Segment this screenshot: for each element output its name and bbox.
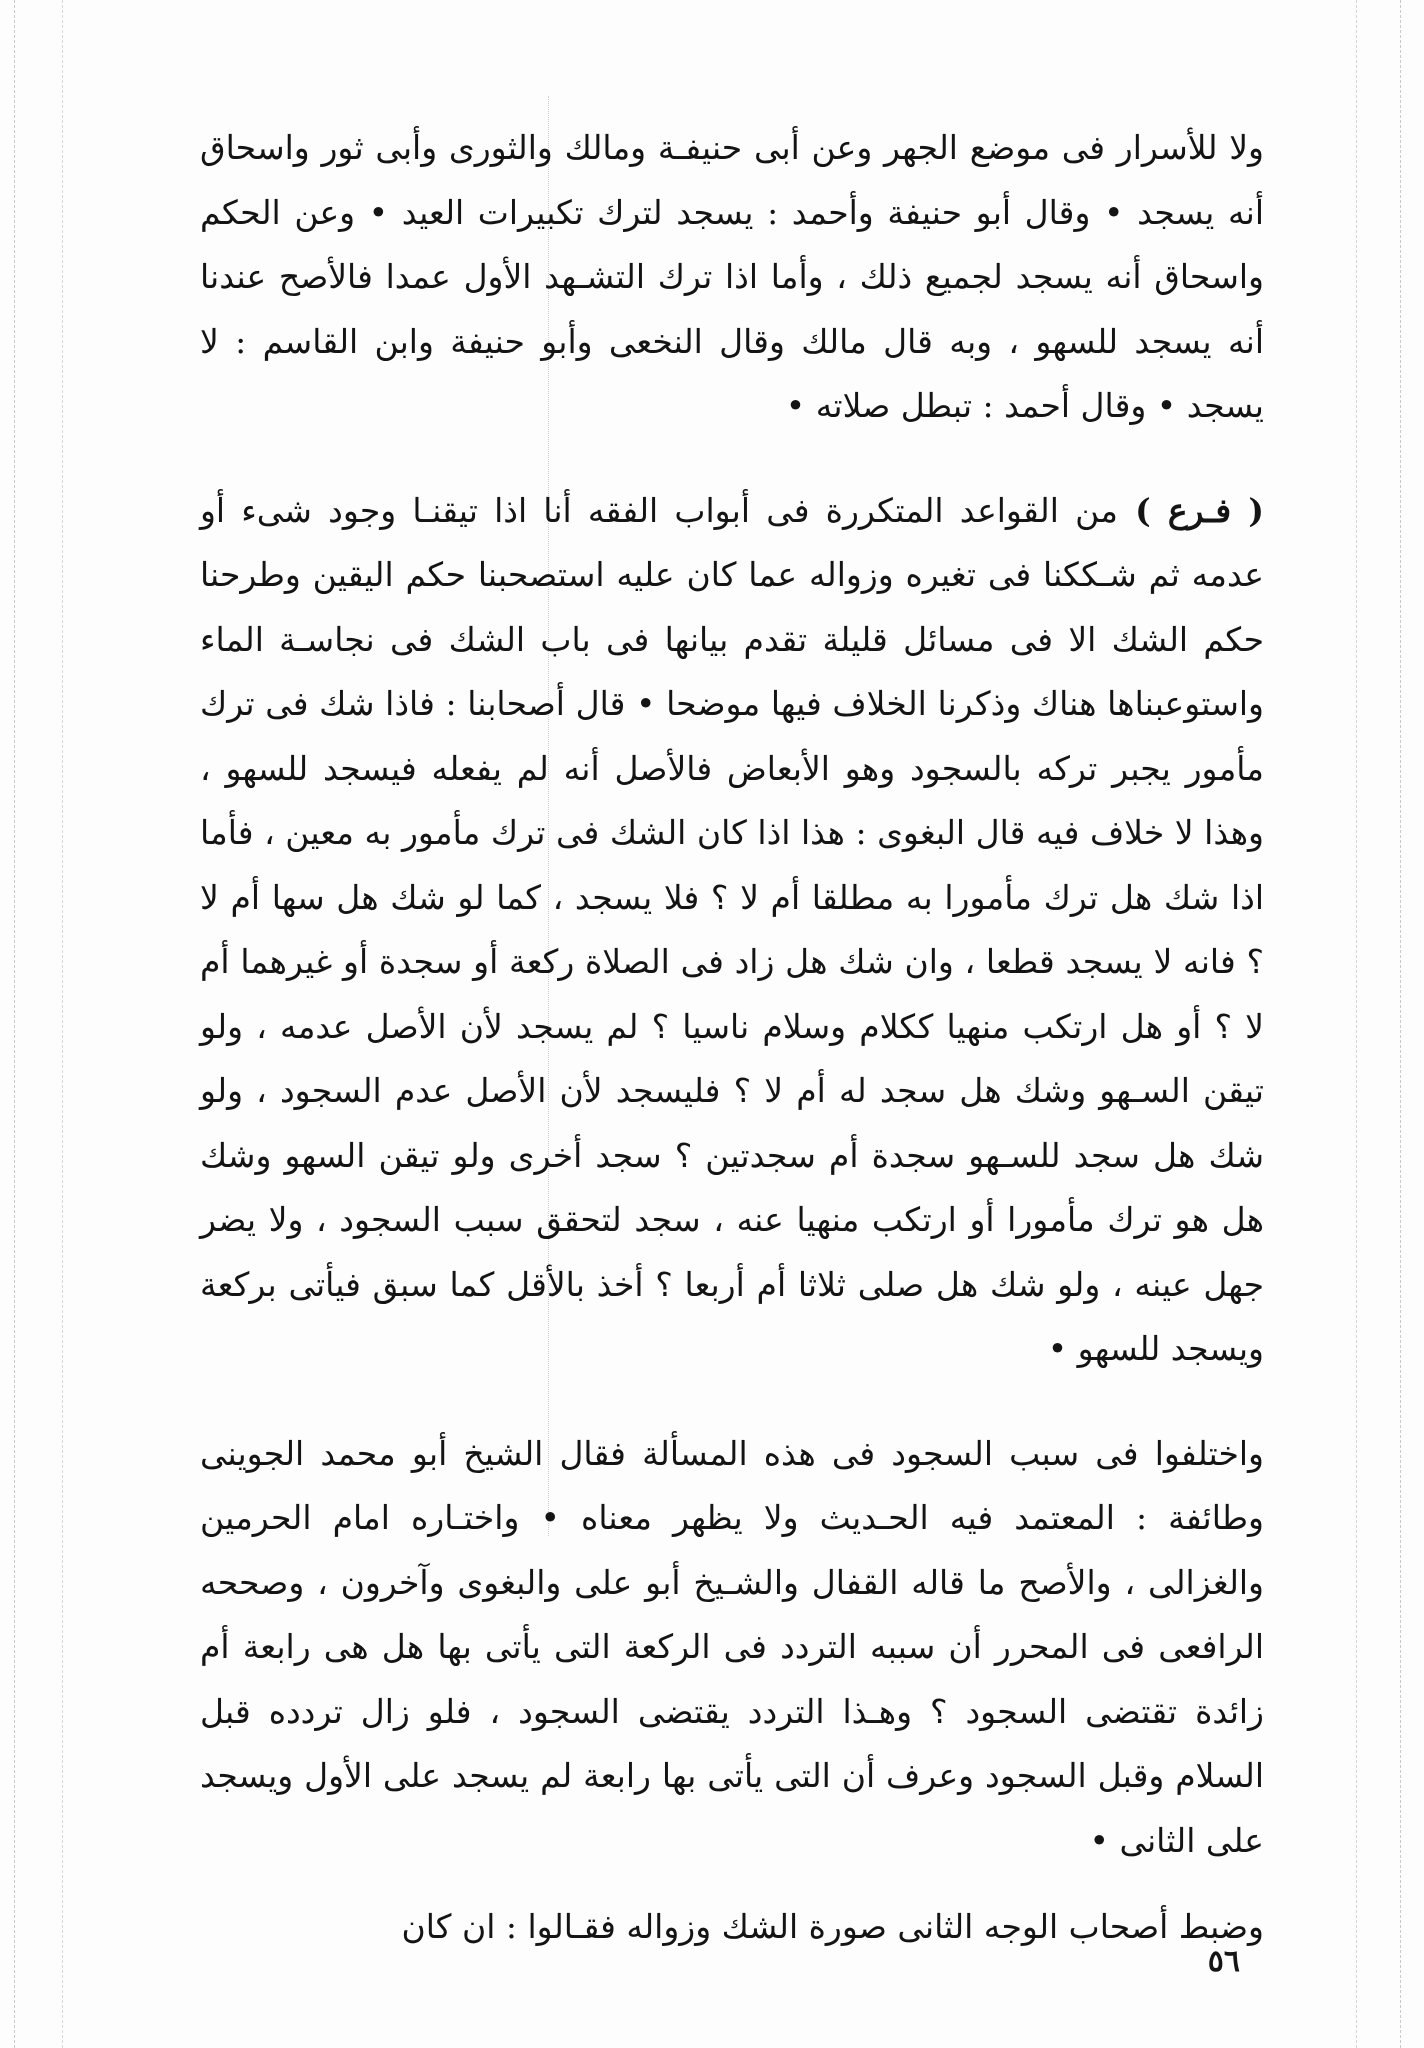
paragraph-4: وضبط أصحاب الوجه الثانى صورة الشك وزواله فقـالوا : ان كان: [401, 1907, 1264, 1946]
scan-artifact-line: [1356, 0, 1357, 2048]
paragraph-3: واختلفوا فى سبب السجود فى هذه المسألة فقال الشيخ أبو محمد الجوينى وطائفة : المعتمد فيه الحـديث ولا يظهر معناه • واختـاره امام الحرمين والغزالى ، والأصح ما قاله القفال والشـيخ أبو على والبغوى وآخرون ، وصححه الرافعى فى المحرر أن سببه التردد فى الركعة التى يأتى بها هل هى رابعة أم زائدة تقتضى السجود ؟ وهـذا التردد يقتضى السجود ، فلو زال تردده قبل السلام وقبل السجود وعرف أن التى يأتى بها رابعة لم يسجد على الأول ويسجد على الثانى •: [200, 1433, 1264, 1860]
scan-artifact-line: [62, 0, 63, 2048]
paragraph-2: [200, 479, 1264, 1382]
paragraph-1: ولا للأسرار فى موضع الجهر وعن أبى حنيفـة ومالك والثورى وأبى ثور واسحاق أنه يسجد • وقال أبو حنيفة وأحمد : يسجد لترك تكبيرات العيد • وعن الحكم واسحاق أنه يسجد لجميع ذلك ، وأما اذا ترك التشـهد الأول عمدا فالأصح عندنا أنه يسجد للسهو ، وبه قال مالك وقال النخعى وأبو حنيفة وابن القاسم : لا يسجد • وقال أحمد : تبطل صلاته •: [200, 128, 1264, 425]
section-label: ( فـرع ): [1117, 490, 1264, 530]
page-number: ٥٦: [1207, 1944, 1240, 1979]
paragraph-2-text: من القواعد المتكررة فى أبواب الفقه أنا اذا تيقنـا وجود شىء أو عدمه ثم شـككنا فى تغيره وزواله عما كان عليه استصحبنا حكم اليقين وطرحنا حكم الشك الا فى مسائل قليلة تقدم بيانها فى باب الشك فى نجاسـة الماء واستوعبناها هناك وذكرنا الخلاف فيها موضحا • قال أصحابنا : فاذا شك فى ترك مأمور يجبر تركه بالسجود وهو الأبعاض فالأصل أنه لم يفعله فيسجد للسهو ، وهذا لا خلاف فيه قال البغوى : هذا اذا كان الشك فى ترك مأمور به معين ، فأما اذا شك هل ترك مأمورا به مطلقا أم لا ؟ فلا يسجد ، كما لو شك هل سها أم لا ؟ فانه لا يسجد قطعا ، وان شك هل زاد فى الصلاة ركعة أو سجدة أو غيرهما أم لا ؟ أو هل ارتكب منهيا ككلام وسلام ناسيا ؟ لم يسجد لأن الأصل عدمه ، ولو تيقن السـهو وشك هل سجد له أم لا ؟ فليسجد لأن الأصل عدم السجود ، ولو شك هل سجد للسـهو سجدة أم سجدتين ؟ سجد أخرى ولو تيقن السهو وشك هل هو ترك مأمورا أو ارتكب منهيا عنه ، سجد لتحقق سبب السجود ، ولا يضر جهل عينه ، ولو شك هل صلى ثلاثا أم أربعا ؟ أخذ بالأقل كما سبق فيأتى بركعة ويسجد للسهو •: [200, 490, 1265, 1368]
scan-artifact-line: [14, 0, 15, 2048]
scan-artifact-line: [1400, 0, 1401, 2048]
body-text: [200, 116, 1264, 1960]
